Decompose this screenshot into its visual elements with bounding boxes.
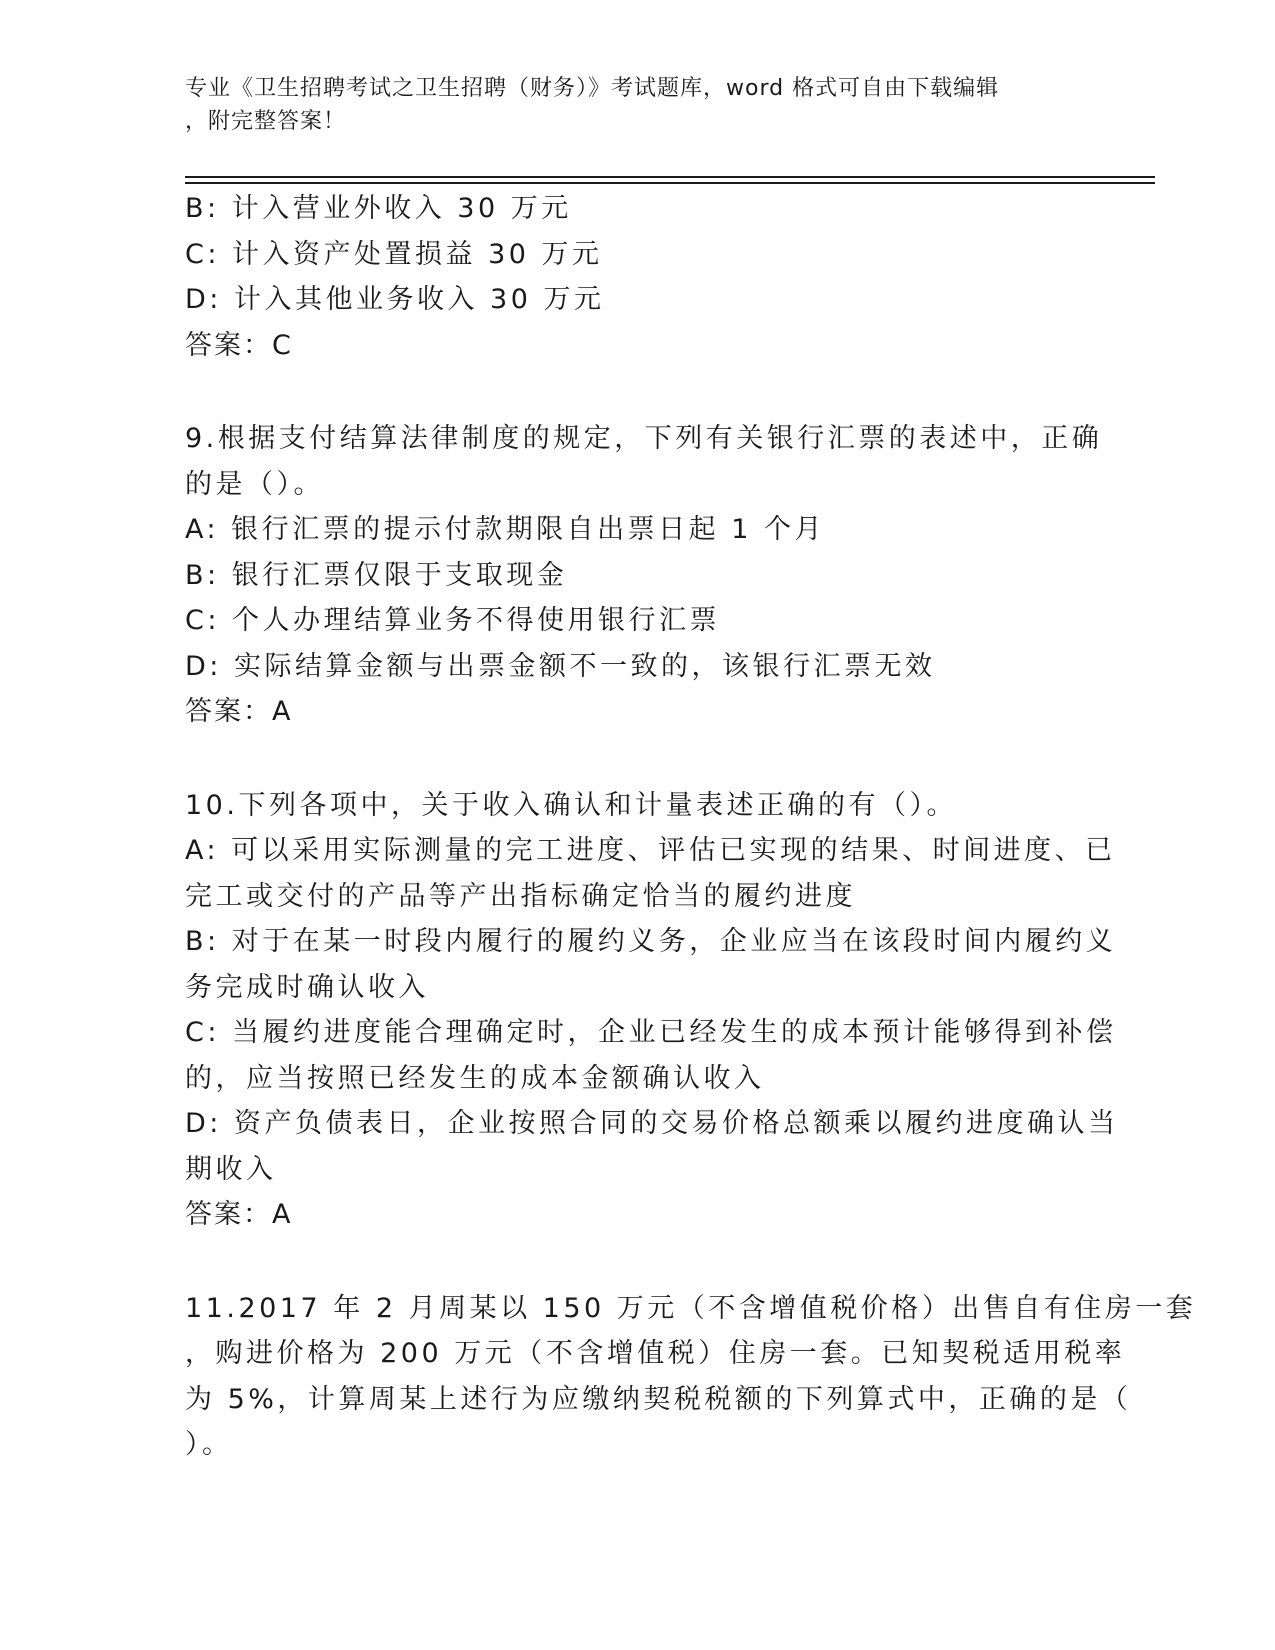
option-b: B: 对于在某一时段内履行的履约义务，企业应当在该段时间内履约义 <box>185 926 1117 957</box>
option-d: D: 实际结算金额与出票金额不一致的，该银行汇票无效 <box>185 650 936 682</box>
question-11 <box>185 1286 1197 1468</box>
header-divider-bottom <box>185 182 1155 184</box>
question-stem: 9.根据支付结算法律制度的规定，下列有关银行汇票的表述中，正确 <box>185 423 1103 454</box>
header-divider-top <box>185 176 1155 178</box>
option-c: C: 个人办理结算业务不得使用银行汇票 <box>185 605 721 636</box>
option-d-continued: 期收入 <box>185 1153 277 1185</box>
header-line-2: ，附完整答案！ <box>185 109 347 134</box>
question-stem: 11.2017 年 2 月周某以 150 万元（不含增值税价格）出售自有住房一套 <box>185 1292 1197 1324</box>
question-9 <box>185 416 1103 735</box>
document-body <box>185 186 1197 1468</box>
question-stem: 为 5%，计算周某上述行为应缴纳契税税额的下列算式中，正确的是（ <box>185 1383 1132 1415</box>
option-c-continued: 的，应当按照已经发生的成本金额确认收入 <box>185 1062 765 1094</box>
option-b-continued: 务完成时确认收入 <box>185 971 429 1003</box>
answer: 答案：C <box>185 329 293 361</box>
question-stem: ）。 <box>185 1429 233 1460</box>
option-d: D: 计入其他业务收入 30 万元 <box>185 284 605 315</box>
answer: 答案：A <box>185 1199 293 1230</box>
option-b: B: 计入营业外收入 30 万元 <box>185 193 572 224</box>
option-c: C: 计入资产处置损益 30 万元 <box>185 238 603 270</box>
question-stem: 10.下列各项中，关于收入确认和计量表述正确的有（）。 <box>185 789 957 821</box>
question-10 <box>185 783 1119 1238</box>
question-stem: 的是（）。 <box>185 468 324 500</box>
question-8-tail <box>185 186 1085 368</box>
answer: 答案：A <box>185 696 293 727</box>
question-stem: ，购进价格为 200 万元（不含增值税）住房一套。已知契税适用税率 <box>185 1338 1126 1369</box>
option-b: B: 银行汇票仅限于支取现金 <box>185 559 568 591</box>
option-a: A: 可以采用实际测量的完工进度、评估已实现的结果、时间进度、已 <box>185 835 1116 866</box>
option-d: D: 资产负债表日，企业按照合同的交易价格总额乘以履约进度确认当 <box>185 1108 1119 1139</box>
header-line-1: 专业《卫生招聘考试之卫生招聘（财务）》考试题库，word 格式可自由下载编辑 <box>185 76 1000 101</box>
option-a: A: 银行汇票的提示付款期限自出票日起 1 个月 <box>185 514 826 545</box>
option-a-continued: 完工或交付的产品等产出指标确定恰当的履约进度 <box>185 880 856 912</box>
option-c: C: 当履约进度能合理确定时，企业已经发生的成本预计能够得到补偿 <box>185 1017 1117 1048</box>
document-header <box>185 72 1065 138</box>
